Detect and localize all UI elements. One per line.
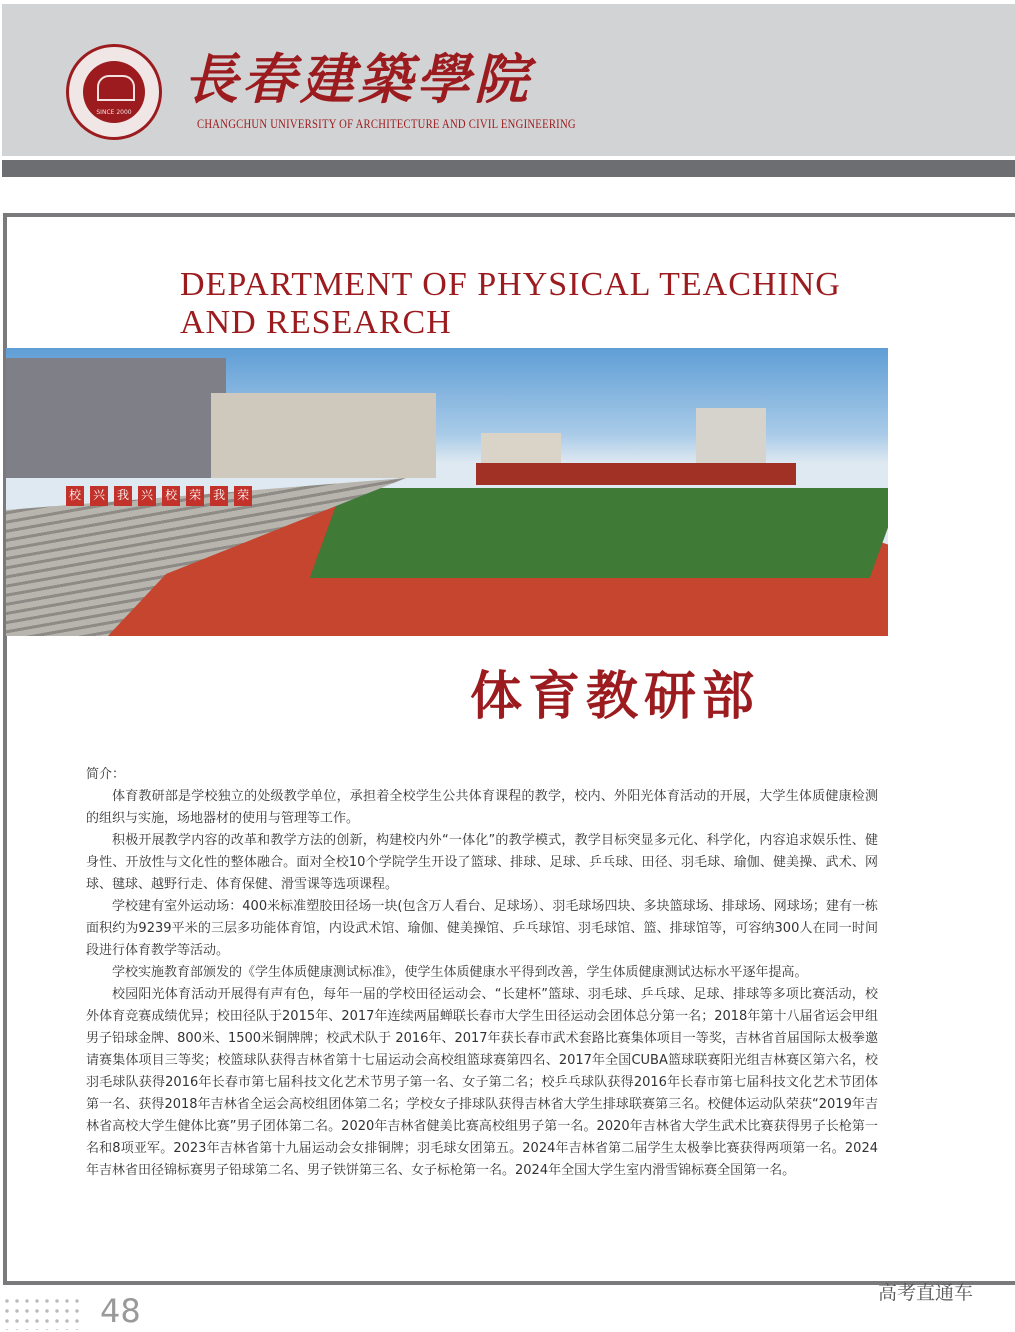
- intro-text: [86, 764, 878, 1182]
- watermark: 高考直通车: [878, 1282, 974, 1304]
- page-number: 48: [100, 1292, 141, 1330]
- seal-text: SINCE 2000: [96, 109, 132, 116]
- stadium-photo: [6, 348, 888, 636]
- title-en-line: AND RESEARCH: [180, 304, 452, 341]
- paragraph: 学校实施教育部颁发的《学生体质健康测试标准》，使学生体质健康水平得到改善，学生体质健康测试达标水平逐年提高。: [112, 965, 808, 980]
- department-title-en: [180, 266, 841, 342]
- university-name-cn: 長春建築學院: [184, 47, 532, 111]
- stadium-banner: 校 兴 我 兴 校 荣 我 荣: [66, 486, 252, 506]
- paragraph: 学校建有室外运动场：400米标准塑胶田径场一块(包含万人看台、足球场）、羽毛球场四块、多块篮球场、排球场、网球场；建有一栋面积约为9239平米的三层多功能体育馆，内设武术馆、瑜伽、健美操馆、乒乓球馆、羽毛球馆、篮、排球馆等，可容纳300人在同一时间段进行体育教学等活动。: [86, 899, 878, 958]
- dot-pattern-decoration: [2, 1296, 82, 1330]
- intro-label: 简介：: [86, 767, 126, 782]
- university-name-en: CHANGCHUN UNIVERSITY OF ARCHITECTURE AND CIVIL ENGINEERING: [197, 116, 576, 131]
- header-divider-bar: [2, 160, 1015, 177]
- paragraph: 体育教研部是学校独立的处级教学单位，承担着全校学生公共体育课程的教学，校内、外阳光体育活动的开展，大学生体质健康检测的组织与实施，场地器材的使用与管理等工作。: [86, 789, 878, 826]
- paragraph: 积极开展教学内容的改革和教学方法的创新，构建校内外“一体化”的教学模式，教学目标突显多元化、科学化，内容追求娱乐性、健身性、开放性与文化性的整体融合。面对全校10个学院学生开设了篮球、排球、足球、乒乓球、田径、羽毛球、瑜伽、健美操、武术、网球、毽球、越野行走、体育保健、滑雪课等选项课程。: [86, 833, 878, 892]
- university-seal-logo: [66, 44, 162, 140]
- header-band: [2, 4, 1015, 156]
- paragraph: 校园阳光体育活动开展得有声有色，每年一届的学校田径运动会、“长建杯”篮球、羽毛球、乒乓球、足球、排球等多项比赛活动，校外体育竞赛成绩优异；校田径队于2015年、2017年连续两届蝉联长春市大学生田径运动会团体总分第一名；2018年第十八届省运会甲组男子铅球金牌、800米、1500米铜牌牌；校武术队于 2016年、2017年获长春市武术套路比赛集体项目一等奖，吉林省首届国际太极拳邀请赛集体项目三等奖；校篮球队获得吉林省第十七届运动会高校组篮球赛第四名、2017年全国CUBA篮球联赛阳光组吉林赛区第六名，校羽毛球队获得2016年长春市第七届科技文化艺术节男子第一名、女子第二名；校乒乓球队获得2016年长春市第七届科技文化艺术节团体第一名、获得2018年吉林省全运会高校组团体第二名；学校女子排球队获得吉林省大学生排球联赛第三名。校健体运动队荣获“2019年吉林省高校大学生健体比赛”男子团体第二名。2020年吉林省健美比赛高校组男子第一名。2020年吉林省大学生武术比赛获得男子长枪第一名和8项亚军。2023年吉林省第十九届运动会女排铜牌；羽毛球女团第五。2024年吉林省第二届学生太极拳比赛获得两项第一名。2024年吉林省田径锦标赛男子铅球第二名、男子铁饼第三名、女子标枪第一名。2024年全国大学生室内滑雪锦标赛全国第一名。: [86, 987, 878, 1178]
- title-en-line: DEPARTMENT OF PHYSICAL TEACHING: [180, 266, 841, 303]
- department-title-cn: 体育教研部: [470, 666, 761, 727]
